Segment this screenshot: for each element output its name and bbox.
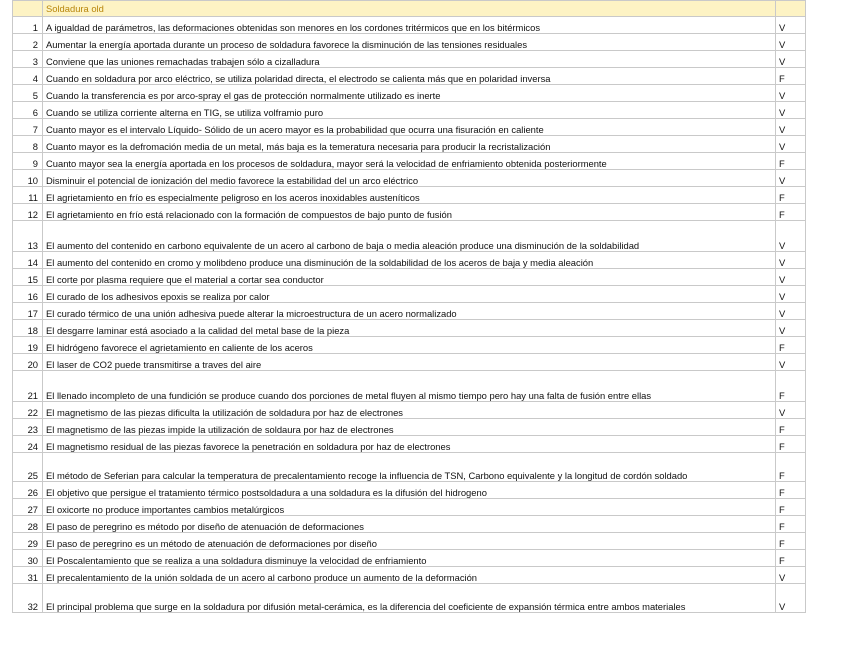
statement-cell[interactable]: Conviene que las uniones remachadas trabajen sólo a cizalladura <box>43 51 776 68</box>
table-row <box>13 337 806 354</box>
row-number-cell[interactable]: 11 <box>13 187 43 204</box>
table-row <box>13 119 806 136</box>
statement-cell[interactable]: Aumentar la energía aportada durante un proceso de soldadura favorece la disminución de las tensiones residuales <box>43 34 776 51</box>
table-row <box>13 153 806 170</box>
statement-cell[interactable]: El curado de los adhesivos epoxis se realiza por calor <box>43 286 776 303</box>
table-row <box>13 136 806 153</box>
statement-cell[interactable]: El principal problema que surge en la soldadura por difusión metal-cerámica, es la diferencia del coeficiente de expansión térmica entre ambos materiales <box>43 584 776 613</box>
row-number-cell[interactable]: 13 <box>13 221 43 252</box>
answer-cell[interactable]: V <box>776 286 806 303</box>
table-row <box>13 402 806 419</box>
statement-cell[interactable]: El desgarre laminar está asociado a la calidad del metal base de la pieza <box>43 320 776 337</box>
answer-cell[interactable]: V <box>776 102 806 119</box>
statement-cell[interactable]: Cuanto mayor sea la energía aportada en los procesos de soldadura, mayor será la velocidad de enfriamiento obtenida posteriormente <box>43 153 776 170</box>
table-row <box>13 499 806 516</box>
table-row <box>13 85 806 102</box>
answer-cell[interactable]: F <box>776 516 806 533</box>
statement-cell[interactable]: El magnetismo residual de las piezas favorece la penetración en soldadura por haz de electrones <box>43 436 776 453</box>
answer-cell[interactable]: F <box>776 153 806 170</box>
row-number-cell[interactable]: 5 <box>13 85 43 102</box>
row-number-cell[interactable]: 25 <box>13 453 43 482</box>
row-number-cell[interactable]: 12 <box>13 204 43 221</box>
statement-cell[interactable]: Cuando en soldadura por arco eléctrico, se utiliza polaridad directa, el electrodo se calienta más que en polaridad inversa <box>43 68 776 85</box>
row-number-cell[interactable]: 19 <box>13 337 43 354</box>
table-row <box>13 51 806 68</box>
table-row <box>13 286 806 303</box>
table-row <box>13 354 806 371</box>
table-row <box>13 17 806 34</box>
table-row <box>13 34 806 51</box>
table-row <box>13 371 806 402</box>
spreadsheet-table <box>12 0 806 613</box>
row-number-cell[interactable]: 24 <box>13 436 43 453</box>
answer-cell[interactable]: F <box>776 337 806 354</box>
table-row <box>13 187 806 204</box>
answer-cell[interactable]: V <box>776 567 806 584</box>
row-number-cell[interactable]: 6 <box>13 102 43 119</box>
row-number-cell[interactable]: 15 <box>13 269 43 286</box>
statement-cell[interactable]: El magnetismo de las piezas impide la utilización de soldaura por haz de electrones <box>43 419 776 436</box>
row-number-cell[interactable]: 31 <box>13 567 43 584</box>
table-row <box>13 204 806 221</box>
statement-cell[interactable]: El agrietamiento en frío es especialmente peligroso en los aceros inoxidables austeníticos <box>43 187 776 204</box>
table-row <box>13 533 806 550</box>
table-row <box>13 436 806 453</box>
statement-cell[interactable]: El método de Seferian para calcular la temperatura de precalentamiento recoge la influencia de TSN, Carbono equivalente y la longitud de cordón soldado <box>43 453 776 482</box>
row-number-cell[interactable]: 30 <box>13 550 43 567</box>
answer-cell[interactable]: F <box>776 436 806 453</box>
statement-cell[interactable]: Cuando la transferencia es por arco-spray el gas de protección normalmente utilizado es inerte <box>43 85 776 102</box>
answer-cell[interactable]: V <box>776 17 806 34</box>
answer-cell[interactable]: V <box>776 85 806 102</box>
answer-cell[interactable]: V <box>776 170 806 187</box>
table-row <box>13 102 806 119</box>
statement-cell[interactable]: El llenado incompleto de una fundición se produce cuando dos porciones de metal fluyen al mismo tiempo pero hay una falta de fusión entre ellas <box>43 371 776 402</box>
row-number-cell[interactable]: 23 <box>13 419 43 436</box>
answer-cell[interactable]: V <box>776 221 806 252</box>
row-number-cell[interactable]: 14 <box>13 252 43 269</box>
statement-cell[interactable]: El magnetismo de las piezas dificulta la utilización de soldadura por haz de electrones <box>43 402 776 419</box>
statement-cell[interactable]: El aumento del contenido en cromo y molibdeno produce una disminución de la soldabilidad de los aceros de baja y media aleación <box>43 252 776 269</box>
table-row <box>13 252 806 269</box>
table-row <box>13 221 806 252</box>
answer-cell[interactable]: V <box>776 402 806 419</box>
row-number-cell[interactable]: 1 <box>13 17 43 34</box>
table-row <box>13 453 806 482</box>
answer-cell[interactable]: F <box>776 533 806 550</box>
row-number-cell[interactable]: 20 <box>13 354 43 371</box>
header-num-cell[interactable] <box>13 1 43 17</box>
statement-cell[interactable]: El aumento del contenido en carbono equivalente de un acero al carbono de baja o media aleación produce una disminución de la soldabilidad <box>43 221 776 252</box>
answer-cell[interactable]: V <box>776 354 806 371</box>
row-number-cell[interactable]: 2 <box>13 34 43 51</box>
answer-cell[interactable]: F <box>776 68 806 85</box>
row-number-cell[interactable]: 8 <box>13 136 43 153</box>
statement-cell[interactable]: Cuanto mayor es el intervalo Líquido- Sólido de un acero mayor es la probabilidad que ocurra una fisuración en caliente <box>43 119 776 136</box>
sheet-title-cell[interactable]: Soldadura old <box>43 1 776 17</box>
answer-cell[interactable]: V <box>776 34 806 51</box>
answer-cell[interactable]: V <box>776 269 806 286</box>
table-row <box>13 482 806 499</box>
answer-cell[interactable]: V <box>776 584 806 613</box>
row-number-cell[interactable]: 10 <box>13 170 43 187</box>
row-number-cell[interactable]: 18 <box>13 320 43 337</box>
spreadsheet-body <box>13 1 806 613</box>
answer-cell[interactable]: F <box>776 187 806 204</box>
answer-cell[interactable]: V <box>776 51 806 68</box>
answer-cell[interactable]: F <box>776 204 806 221</box>
table-row <box>13 550 806 567</box>
answer-cell[interactable]: F <box>776 499 806 516</box>
row-number-cell[interactable]: 28 <box>13 516 43 533</box>
answer-cell[interactable]: F <box>776 550 806 567</box>
row-number-cell[interactable]: 32 <box>13 584 43 613</box>
statement-cell[interactable]: El laser de CO2 puede transmitirse a traves del aire <box>43 354 776 371</box>
answer-cell[interactable]: V <box>776 136 806 153</box>
statement-cell[interactable]: El hidrógeno favorece el agrietamiento en caliente de los aceros <box>43 337 776 354</box>
statement-cell[interactable]: El agrietamiento en frío está relacionado con la formación de compuestos de bajo punto de fusión <box>43 204 776 221</box>
row-number-cell[interactable]: 16 <box>13 286 43 303</box>
table-row <box>13 516 806 533</box>
statement-cell[interactable]: El curado térmico de una unión adhesiva puede alterar la microestructura de un acero normalizado <box>43 303 776 320</box>
row-number-cell[interactable]: 27 <box>13 499 43 516</box>
row-number-cell[interactable]: 26 <box>13 482 43 499</box>
table-row <box>13 584 806 613</box>
table-row <box>13 320 806 337</box>
statement-cell[interactable]: El corte por plasma requiere que el material a cortar sea conductor <box>43 269 776 286</box>
row-number-cell[interactable]: 3 <box>13 51 43 68</box>
table-row <box>13 269 806 286</box>
statement-cell[interactable]: El precalentamiento de la unión soldada de un acero al carbono produce un aumento de la deformación <box>43 567 776 584</box>
answer-cell[interactable]: V <box>776 320 806 337</box>
statement-cell[interactable]: Cuanto mayor es la defromación media de un metal, más baja es la temeratura necesaria para producir la recristalización <box>43 136 776 153</box>
statement-cell[interactable]: El objetivo que persigue el tratamiento térmico postsoldadura a una soldadura es la difusión del hidrogeno <box>43 482 776 499</box>
answer-cell[interactable]: F <box>776 453 806 482</box>
header-row <box>13 1 806 17</box>
row-number-cell[interactable]: 7 <box>13 119 43 136</box>
statement-cell[interactable]: A igualdad de parámetros, las deformaciones obtenidas son menores en los cordones tritérmicos que en los bitérmicos <box>43 17 776 34</box>
answer-cell[interactable]: V <box>776 119 806 136</box>
row-number-cell[interactable]: 4 <box>13 68 43 85</box>
table-row <box>13 170 806 187</box>
answer-cell[interactable]: F <box>776 371 806 402</box>
statement-cell[interactable]: El oxicorte no produce importantes cambios metalúrgicos <box>43 499 776 516</box>
row-number-cell[interactable]: 22 <box>13 402 43 419</box>
answer-cell[interactable]: F <box>776 419 806 436</box>
row-number-cell[interactable]: 17 <box>13 303 43 320</box>
table-row <box>13 567 806 584</box>
row-number-cell[interactable]: 29 <box>13 533 43 550</box>
table-row <box>13 419 806 436</box>
row-number-cell[interactable]: 9 <box>13 153 43 170</box>
table-row <box>13 303 806 320</box>
header-answer-cell[interactable] <box>776 1 806 17</box>
statement-cell[interactable]: El paso de peregrino es un método de atenuación de deformaciones por diseño <box>43 533 776 550</box>
statement-cell[interactable]: Cuando se utiliza corriente alterna en TIG, se utiliza volframio puro <box>43 102 776 119</box>
statement-cell[interactable]: El Poscalentamiento que se realiza a una soldadura disminuye la velocidad de enfriamiento <box>43 550 776 567</box>
statement-cell[interactable]: Disminuir el potencial de ionización del medio favorece la estabilidad del un arco eléctrico <box>43 170 776 187</box>
row-number-cell[interactable]: 21 <box>13 371 43 402</box>
answer-cell[interactable]: V <box>776 252 806 269</box>
answer-cell[interactable]: F <box>776 482 806 499</box>
table-row <box>13 68 806 85</box>
answer-cell[interactable]: V <box>776 303 806 320</box>
statement-cell[interactable]: El paso de peregrino es método por diseño de atenuación de deformaciones <box>43 516 776 533</box>
